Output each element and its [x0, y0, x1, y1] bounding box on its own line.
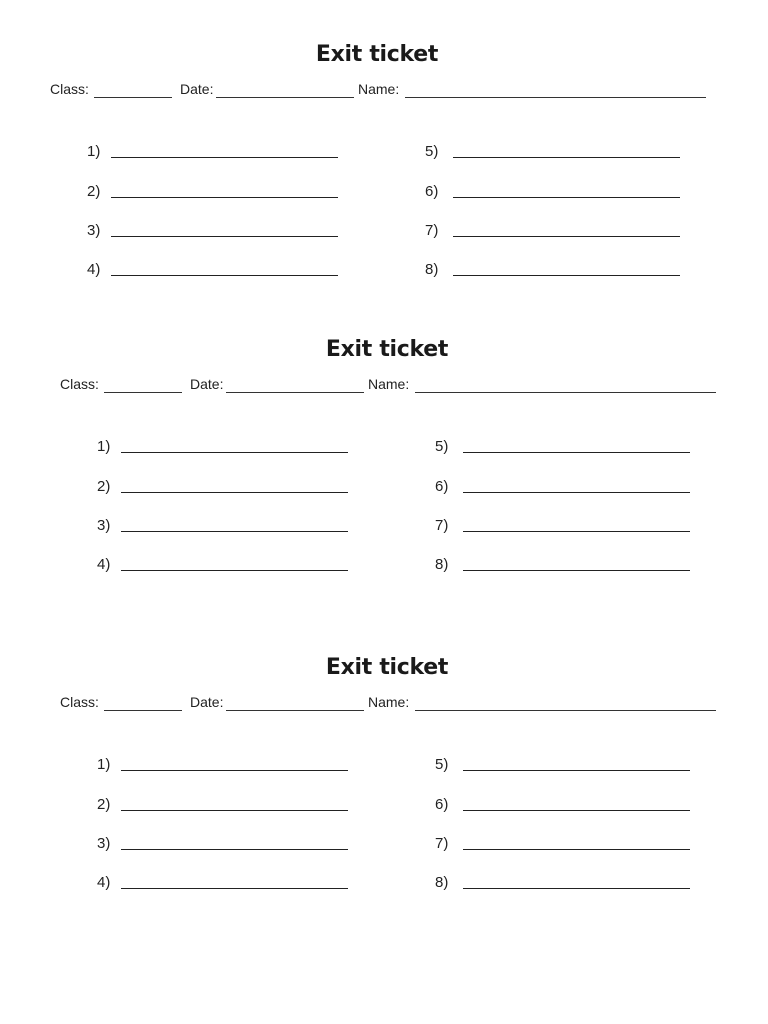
question-number: 2) — [97, 796, 111, 813]
question-number: 8) — [435, 556, 449, 573]
answer-line[interactable] — [463, 810, 690, 811]
answer-line[interactable] — [121, 492, 348, 493]
question-number: 6) — [435, 478, 449, 495]
answer-line[interactable] — [463, 492, 690, 493]
exit-ticket-3 — [0, 655, 768, 915]
answer-line[interactable] — [111, 236, 338, 237]
name-label: Name: — [368, 694, 410, 710]
answer-line[interactable] — [121, 452, 348, 453]
answer-line[interactable] — [121, 570, 348, 571]
date-label: Date: — [190, 694, 224, 710]
name-field[interactable] — [415, 392, 716, 393]
answer-line[interactable] — [463, 770, 690, 771]
class-field[interactable] — [104, 710, 182, 711]
answer-line[interactable] — [111, 275, 338, 276]
answer-line[interactable] — [111, 157, 338, 158]
answer-line[interactable] — [121, 849, 348, 850]
question-number: 8) — [425, 261, 439, 278]
answer-line[interactable] — [121, 810, 348, 811]
name-field[interactable] — [405, 97, 706, 98]
date-field[interactable] — [226, 710, 364, 711]
question-number: 2) — [87, 183, 101, 200]
answer-line[interactable] — [463, 531, 690, 532]
date-field[interactable] — [226, 392, 364, 393]
question-number: 1) — [97, 756, 111, 773]
question-number: 7) — [435, 835, 449, 852]
question-number: 4) — [87, 261, 101, 278]
answer-line[interactable] — [463, 888, 690, 889]
question-number: 3) — [97, 517, 111, 534]
question-number: 4) — [97, 874, 111, 891]
exit-ticket-1 — [0, 42, 768, 302]
answer-line[interactable] — [121, 888, 348, 889]
exit-ticket-2 — [0, 337, 768, 597]
date-label: Date: — [180, 81, 214, 97]
question-number: 1) — [97, 438, 111, 455]
answer-line[interactable] — [453, 157, 680, 158]
date-label: Date: — [190, 376, 224, 392]
ticket-title: Exit ticket — [325, 655, 449, 680]
answer-line[interactable] — [463, 849, 690, 850]
answer-line[interactable] — [453, 236, 680, 237]
answer-line[interactable] — [111, 197, 338, 198]
ticket-title: Exit ticket — [315, 42, 439, 67]
date-field[interactable] — [216, 97, 354, 98]
ticket-title: Exit ticket — [325, 337, 449, 362]
class-label: Class: — [60, 694, 99, 710]
name-field[interactable] — [415, 710, 716, 711]
class-label: Class: — [60, 376, 99, 392]
question-number: 8) — [435, 874, 449, 891]
question-number: 3) — [97, 835, 111, 852]
question-number: 4) — [97, 556, 111, 573]
answer-line[interactable] — [121, 531, 348, 532]
name-label: Name: — [358, 81, 400, 97]
answer-line[interactable] — [453, 197, 680, 198]
question-number: 3) — [87, 222, 101, 239]
question-number: 2) — [97, 478, 111, 495]
question-number: 6) — [425, 183, 439, 200]
question-number: 5) — [435, 756, 449, 773]
question-number: 5) — [435, 438, 449, 455]
answer-line[interactable] — [121, 770, 348, 771]
class-label: Class: — [50, 81, 89, 97]
question-number: 5) — [425, 143, 439, 160]
class-field[interactable] — [104, 392, 182, 393]
name-label: Name: — [368, 376, 410, 392]
answer-line[interactable] — [453, 275, 680, 276]
question-number: 7) — [425, 222, 439, 239]
class-field[interactable] — [94, 97, 172, 98]
answer-line[interactable] — [463, 452, 690, 453]
question-number: 1) — [87, 143, 101, 160]
answer-line[interactable] — [463, 570, 690, 571]
question-number: 7) — [435, 517, 449, 534]
question-number: 6) — [435, 796, 449, 813]
